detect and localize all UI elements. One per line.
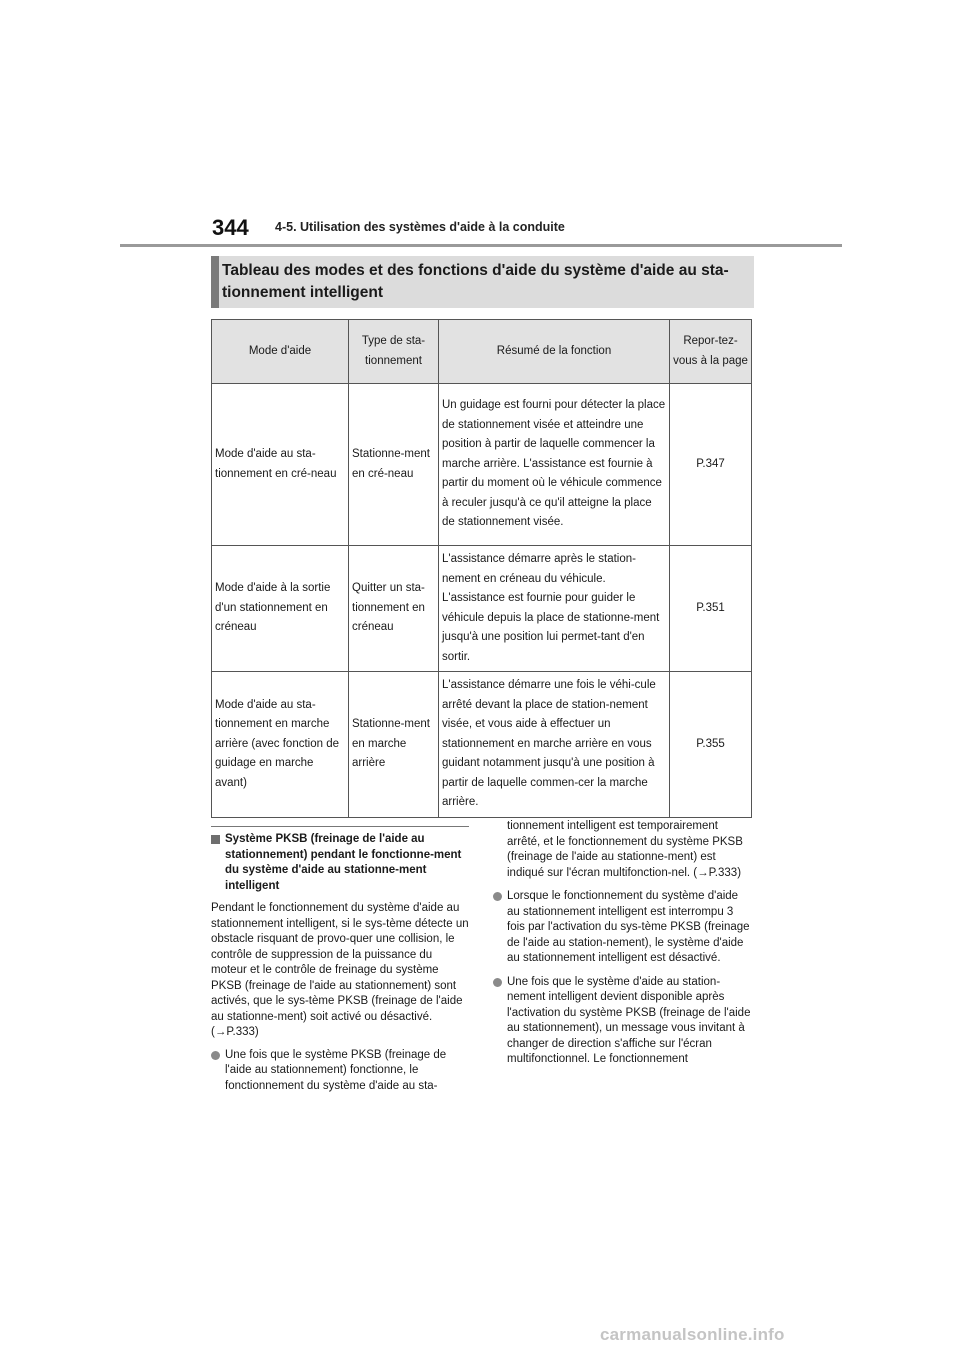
table-header-row — [212, 320, 752, 384]
cell-mode: Mode d'aide à la sortie d'un stationnement en créneau — [212, 546, 349, 672]
cell-page-ref: P.355 — [670, 672, 752, 818]
table-row — [212, 672, 752, 818]
bullet-item — [493, 889, 751, 967]
left-column — [211, 826, 469, 1102]
header-mode: Mode d'aide — [212, 320, 349, 384]
header-divider — [120, 244, 842, 247]
bullet-dot-icon — [493, 892, 502, 901]
cell-type: Stationne-ment en cré-neau — [349, 384, 439, 546]
bullet-text: Une fois que le système PKSB (freinage de l'aide au stationnement) fonctionne, le fonctionnement du système d'aide au sta- — [225, 1048, 447, 1092]
right-column — [493, 819, 751, 1076]
section-title: Tableau des modes et des fonctions d'aide du système d'aide au sta-tionnement intelligent — [222, 262, 729, 301]
cell-type: Stationne-ment en marche arrière — [349, 672, 439, 818]
header-summary: Résumé de la fonction — [439, 320, 670, 384]
bullet-dot-icon — [211, 1051, 220, 1060]
bullet-item — [211, 1048, 469, 1095]
subheading-text: Système PKSB (freinage de l'aide au stationnement) pendant le fonctionne-ment du système d'aide au stationne-ment intelligent — [225, 833, 462, 892]
cell-page-ref: P.351 — [670, 546, 752, 672]
page-number: 344 — [212, 215, 249, 240]
table-row — [212, 384, 752, 546]
bullet-text: Une fois que le système d'aide au station-nement intelligent devient disponible après l'activation du système PKSB (freinage de l'aide au stationnement), un message vous invitant à changer de direction s'affiche sur l'écran multifonctionnel. Le fonctionnement — [507, 975, 751, 1065]
section-accent-bar — [211, 256, 219, 308]
bullet-item — [493, 975, 751, 1068]
cell-type: Quitter un sta-tionnement en créneau — [349, 546, 439, 672]
body-paragraph: Pendant le fonctionnement du système d'aide au stationnement intelligent, si le sys-tème détecte un obstacle risquant de provo-quer une collision, le contrôle de suppression de la puissance du moteur et le contrôle de freinage du système PKSB (freinage de l'aide au stationnement) sont activés, que le sys-tème PKSB (freinage de l'aide au stationne-ment) soit activé ou désactivé. (→P.333) — [211, 902, 469, 1038]
cell-page-ref: P.347 — [670, 384, 752, 546]
cell-summary: L'assistance démarre après le station-nement en créneau du véhicule. L'assistance est fournie pour guider le véhicule depuis la place de stationne-ment jusqu'à une position lui permet-tant d'en sortir. — [439, 546, 670, 672]
bullet-dot-icon — [493, 978, 502, 987]
square-bullet-icon — [211, 835, 220, 844]
bullet-continuation: tionnement intelligent est temporairement arrêté, et le fonctionnement du système PKSB (freinage de l'aide au stationne-ment) est indiqué sur l'écran multifonction-nel. (→P.333) — [507, 820, 743, 879]
header-page: Repor-tez-vous à la page — [670, 320, 752, 384]
cell-mode: Mode d'aide au sta-tionnement en cré-neau — [212, 384, 349, 546]
table-row — [212, 546, 752, 672]
subheading — [211, 832, 469, 894]
watermark: carmanualsonline.info — [600, 1325, 785, 1344]
bullet-text: Lorsque le fonctionnement du système d'aide au stationnement intelligent est interrompu 3 fois par l'activation du sys-tème PKSB (freinage de l'aide au station-nement), le système d'aide au stationnement intelligent est désactivé. — [507, 890, 750, 964]
chapter-title: 4-5. Utilisation des systèmes d'aide à la conduite — [275, 220, 565, 234]
cell-summary: L'assistance démarre une fois le véhi-cule arrêté devant la place de station-nement visée, et vous aide à effectuer un stationnement en marche arrière en vous guidant notamment jusqu'à une position à partir de laquelle commen-cer la marche arrière. — [439, 672, 670, 818]
cell-mode: Mode d'aide au sta-tionnement en marche arrière (avec fonction de guidage en marche avant) — [212, 672, 349, 818]
header-type: Type de sta-tionnement — [349, 320, 439, 384]
modes-table — [211, 319, 752, 818]
cell-summary: Un guidage est fourni pour détecter la place de stationnement visée et atteindre une position à partir de laquelle commencer la marche arrière. L'assistance est fournie à partir du moment où le véhicule commence à reculer jusqu'à ce qu'il atteigne la place de stationnement visée. — [439, 384, 670, 546]
subheading-divider — [211, 826, 469, 827]
